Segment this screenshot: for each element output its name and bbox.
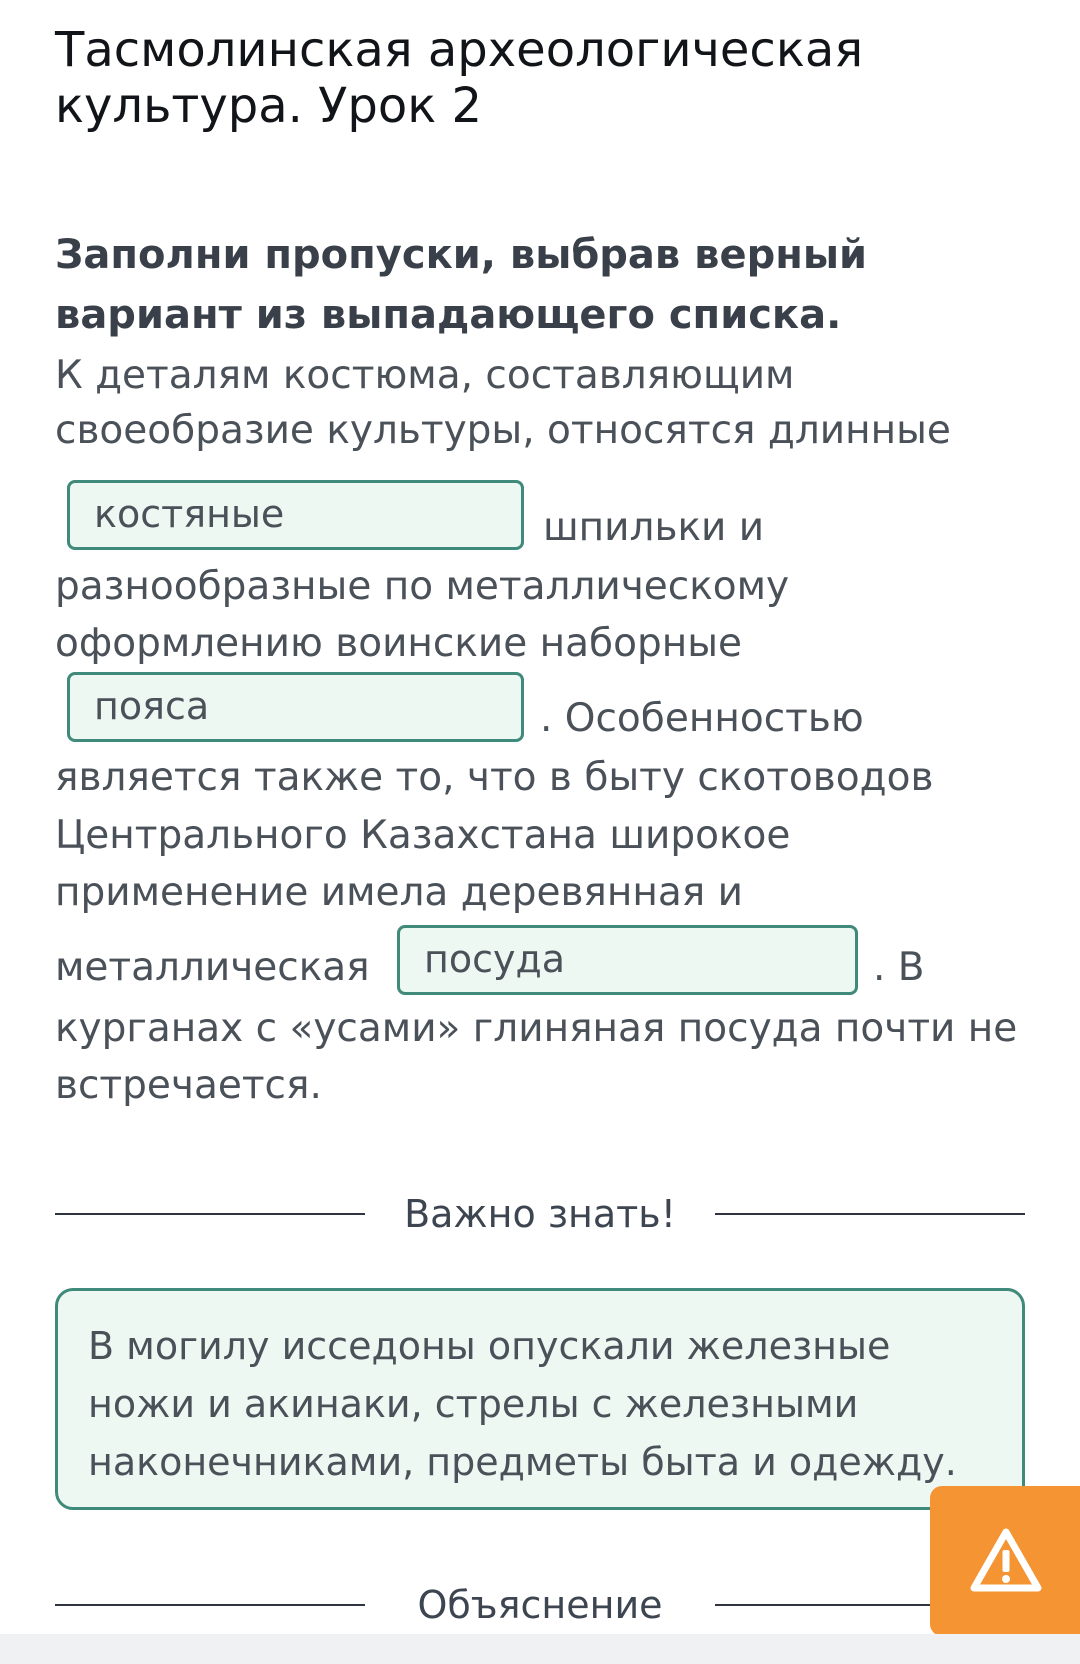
text-line: своеобразие культуры, относятся длинные — [55, 408, 951, 453]
text-line: встречается. — [55, 1063, 322, 1108]
text-line: курганах с «усами» глиняная посуда почти не — [55, 1006, 1018, 1051]
dropdown-blank-2[interactable]: пояса — [67, 672, 524, 742]
dropdown-blank-1[interactable]: костяные — [67, 480, 524, 550]
text-line: является также то, что в быту скотоводов — [55, 755, 934, 800]
warning-triangle-icon — [968, 1526, 1044, 1594]
text-line: применение имела деревянная и — [55, 870, 743, 915]
text-line: . В — [873, 945, 925, 990]
important-divider — [55, 1189, 1025, 1239]
explanation-divider — [55, 1580, 1025, 1630]
text-line: оформлению воинские наборные — [55, 621, 743, 666]
important-divider-label: Важно знать! — [404, 1192, 676, 1236]
report-problem-button[interactable] — [930, 1486, 1080, 1636]
text-line: Центрального Казахстана широкое — [55, 813, 791, 858]
task-instruction: Заполни пропуски, выбрав верный вариант из выпадающего списка. — [55, 232, 868, 338]
text-line: металлическая — [55, 945, 370, 990]
bottom-strip — [0, 1634, 1080, 1664]
important-info-box — [55, 1288, 1025, 1510]
dropdown-blank-3[interactable]: посуда — [397, 925, 858, 995]
text-line: . Особенностью — [540, 696, 864, 741]
divider-line — [715, 1213, 1025, 1215]
text-line: разнообразные по металлическому — [55, 564, 790, 609]
text-line: К деталям костюма, составляющим — [55, 353, 795, 398]
text-line: шпильки и — [543, 505, 765, 550]
explanation-divider-label: Объяснение — [417, 1583, 663, 1627]
page-title: Тасмолинская археологическая культура. Урок 2 — [55, 22, 864, 134]
important-info-text: В могилу исседоны опускали железные ножи и акинаки, стрелы с железными наконечниками, предметы быта и одежду. — [88, 1324, 957, 1484]
